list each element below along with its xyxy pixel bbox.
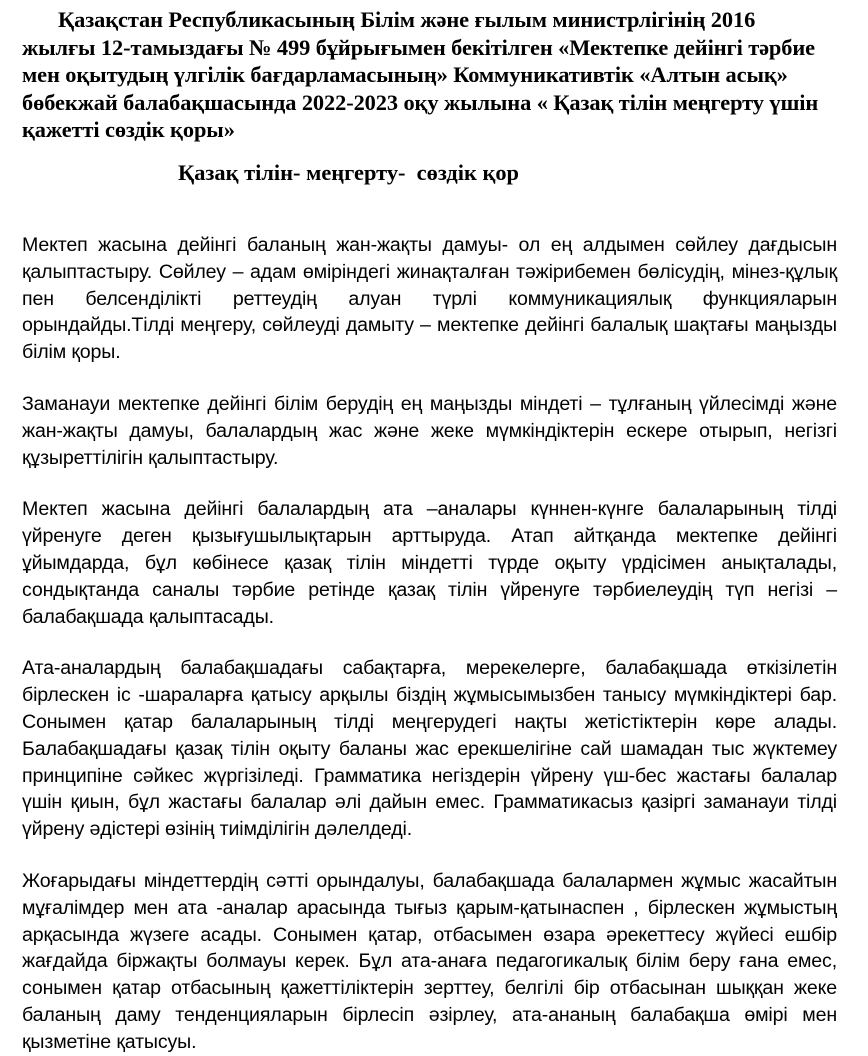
document-body (22, 232, 837, 1056)
paragraph: Жоғарыдағы міндеттердің сәтті орындалуы, балабақшада балалармен жұмыс жасайтын мұғалімдер мен ата -аналар арасында тығыз қарым-қатынаспен , бірлескен жұмыстың арқасында жүзеге асады. Сонымен қатар, отбасымен өзара әрекеттесу жүйесі ешбір жағдайда біржақты болмауы керек. Бұл ата-анаға педагогикалық білім беру ғана емес, сонымен қатар отбасының қажеттіліктерін зерттеу, белгілі бір отбасынан шыққан жеке баланың даму тенденцияларын бірлесіп әзірлеу, ата-ананың балабақша өмірі мен қызметіне қатысуы. (22, 869, 837, 1053)
paragraph: Мектеп жасына дейінгі балалардың ата –аналары күннен-күнге балаларының тілді үйренуге деген қызығушылықтарын арттыруда. Атап айтқанда мектепке дейінгі ұйымдарда, бұл көбінесе қазақ тілін міндетті түрде оқыту үрдісімен анықталады, сондықтанда саналы тәрбие ретінде қазақ тілін үйренуге тәрбиелеудің түп негізі – балабақшада қалыптасады. (22, 498, 837, 628)
paragraph: Ата-аналардың балабақшадағы сабақтарға, мерекелерге, балабақшада өткізілетін бірлескен іс -шараларға қатысу арқылы біздің жұмысымызбен танысу мүмкіндіктері бар. Сонымен қатар балаларының тілді меңгерудегі нақты жетістіктерін көре алады. Балабақшадағы қазақ тілін оқыту баланы жас ерекшелігіне сай шамадан тыс жүктемеу принципіне сәйкес жүргізіледі. Грамматика негіздерін үйрену үш-бес жастағы балалар үшін қиын, бұл жастағы балалар әлі дайын емес. Грамматикасыз қазіргі заманауи тілді үйрену әдістері өзінің тиімділігін дәлелдеді. (22, 657, 837, 841)
document-heading: Қазақстан Республикасының Білім және ғылым министрлігінің 2016 жылғы 12-тамыздағы № 499 бұйрығымен бекітілген «Мектепке дейінгі тәрбие мен оқытудың үлгілік бағдарламасының» Коммуникативтік «Алтын асық» бөбекжай балабақшасында 2022-2023 оқу жылына « Қазақ тілін меңгерту үшін қажетті сөздік қоры» (22, 7, 819, 143)
document-subheading: Қазақ тілін- меңгерту- сөздік қор (178, 160, 520, 185)
paragraph: Заманауи мектепке дейінгі білім берудің ең маңызды міндеті – тұлғаның үйлесімді және жан-жақты дамуы, балалардың жас және жеке мүмкіндіктерін ескере отырып, негізгі құзыреттілігін қалыптастыру. (22, 392, 837, 469)
paragraph: Мектеп жасына дейінгі баланың жан-жақты дамуы- ол ең алдымен сөйлеу дағдысын қалыптастыру. Сөйлеу – адам өміріндегі жинақталған тәжірибемен бөлісудің, мінез-құлық пен белсенділікті реттеудің алуан түрлі коммуникациялық функцияларын орындайды.Тілді меңгеру, сөйлеуді дамыту – мектепке дейінгі балалық шақтағы маңызды білім қоры. (22, 234, 837, 364)
